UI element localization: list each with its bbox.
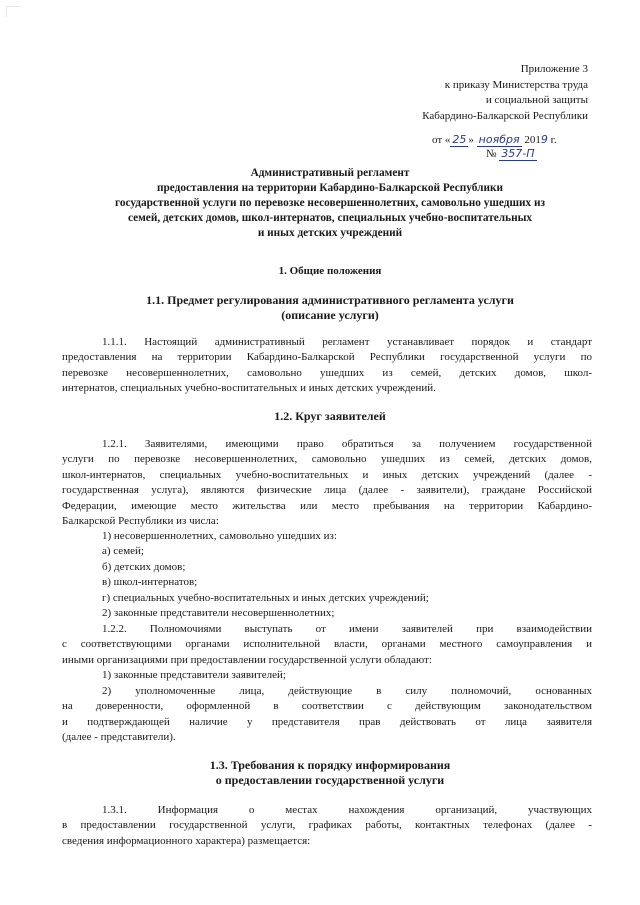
list-item: в) школ-интернатов; xyxy=(102,576,198,589)
representative-list xyxy=(102,668,592,683)
paragraph-line: 1.1.1. Настоящий административный регламент устанавливает порядок и стандарт xyxy=(102,336,592,348)
order-number-handwritten: 357-П xyxy=(501,147,535,160)
list-item: 1) законные представители заявителей; xyxy=(102,669,286,681)
paragraph-line: государственная услуга), являются физические лица (далее - заявители), граждане Российской xyxy=(62,484,592,497)
section-1-heading: 1. Общие положения xyxy=(278,265,382,277)
section-1-3-heading xyxy=(60,758,600,788)
date-month-handwritten: ноября xyxy=(478,133,520,146)
appendix-line-1: Приложение 3 xyxy=(520,63,588,75)
appendix-line-3: и социальной защиты xyxy=(485,94,588,106)
order-date xyxy=(432,133,557,146)
section-1-1-line-1: 1.1. Предмет регулирования административного регламента услуги xyxy=(146,293,514,307)
paragraph-line: 1.2.2. Полномочиями выступать от имени заявителей при взаимодействии xyxy=(102,623,592,635)
paragraph-line: Балкарской Республики из числа: xyxy=(62,514,219,527)
section-1-2-heading: 1.2. Круг заявителей xyxy=(274,409,386,423)
paragraph-line: перевозке несовершеннолетних, самовольно ушедших из семей, детских домов, школ- xyxy=(62,366,592,379)
paragraph-authorized-persons xyxy=(62,684,592,746)
paragraph-line: сведения информационного характера) размещается: xyxy=(62,834,311,847)
paragraph-1-1-1 xyxy=(62,335,592,397)
paragraph-line: 1.3.1. Информация о местах нахождения организаций, участвующих xyxy=(102,804,592,816)
appendix-line-2: к приказу Министерства труда xyxy=(444,78,588,91)
applicant-list xyxy=(102,529,592,621)
paragraph-line: в предоставлении государственной услуги, графиках работы, контактных телефонах (далее - xyxy=(62,819,592,832)
title-line-4: семей, детских домов, школ-интернатов, специальных учебно-воспитательных xyxy=(127,212,533,224)
paragraph-line: интернатов, специальных учебно-воспитательных и иных детских учреждений. xyxy=(62,382,436,395)
appendix-line-4: Кабардино-Балкарской Республики xyxy=(422,109,588,122)
paragraph-line: иными организациями при предоставлении государственной услуги обладают: xyxy=(62,653,432,666)
title-line-2: предоставления на территории Кабардино-Балкарской Республики xyxy=(156,182,504,194)
paragraph-line: школ-интернатов, специальных учебно-воспитательных и иных детских учреждений (далее - xyxy=(62,468,592,481)
paragraph-line: с соответствующими органами исполнительной власти, органами местного самоуправления и xyxy=(62,638,592,651)
date-mid: » xyxy=(468,134,477,146)
paragraph-line: 2) уполномоченные лица, действующие в силу полномочий, основанных xyxy=(102,685,592,697)
list-item: 2) законные представители несовершеннолетних; xyxy=(102,606,335,619)
section-1-1-heading xyxy=(60,293,600,323)
paragraph-1-3-1 xyxy=(62,803,592,849)
section-1-3-line-1: 1.3. Требования к порядку информирования xyxy=(209,758,451,772)
section-1-1-line-2: (описание услуги) xyxy=(281,308,379,322)
document-title xyxy=(60,166,600,241)
order-number xyxy=(486,147,537,160)
paragraph-1-2-1 xyxy=(62,437,592,529)
title-line-3: государственной услуги по перевозке несовершеннолетних, самовольно ушедших из xyxy=(114,197,546,209)
scan-corner-mark xyxy=(6,6,21,17)
list-item: 1) несовершеннолетних, самовольно ушедших из: xyxy=(102,530,337,542)
paragraph-line: 1.2.1. Заявителями, имеющими право обратиться за получением государственной xyxy=(102,438,592,450)
paragraph-line: и подтверждающей наличие у представителя прав действовать от лица заявителя xyxy=(62,715,592,728)
section-1-3-line-2: о предоставлении государственной услуги xyxy=(215,773,445,787)
list-item: б) детских домов; xyxy=(102,560,186,573)
paragraph-line: предоставления на территории Кабардино-Балкарской Республики государственной услуги по xyxy=(62,351,592,364)
date-year-prefix: 201 xyxy=(521,134,541,146)
paragraph-1-2-2 xyxy=(62,622,592,668)
paragraph-line: на доверенности, оформленной в соответствии с действующим законодательством xyxy=(62,700,592,713)
title-line-1: Административный регламент xyxy=(250,167,410,179)
list-item: г) специальных учебно-воспитательных и иных детских учреждений; xyxy=(102,591,429,604)
appendix-block xyxy=(388,62,588,124)
number-prefix: № xyxy=(486,148,500,160)
date-year-handwritten: 9 xyxy=(540,133,548,146)
title-line-5: и иных детских учреждений xyxy=(257,227,403,239)
list-item: а) семей; xyxy=(102,545,144,558)
paragraph-line: услуги по перевозке несовершеннолетних, самовольно ушедших из семей, детских домов, xyxy=(62,453,592,466)
date-prefix: от « xyxy=(432,134,451,146)
date-suffix: г. xyxy=(547,134,557,146)
paragraph-line: (далее - представители). xyxy=(62,731,176,744)
date-day-handwritten: 25 xyxy=(452,133,467,146)
paragraph-line: Федерации, имеющие место жительства или место пребывания на территории Кабардино- xyxy=(62,499,592,512)
